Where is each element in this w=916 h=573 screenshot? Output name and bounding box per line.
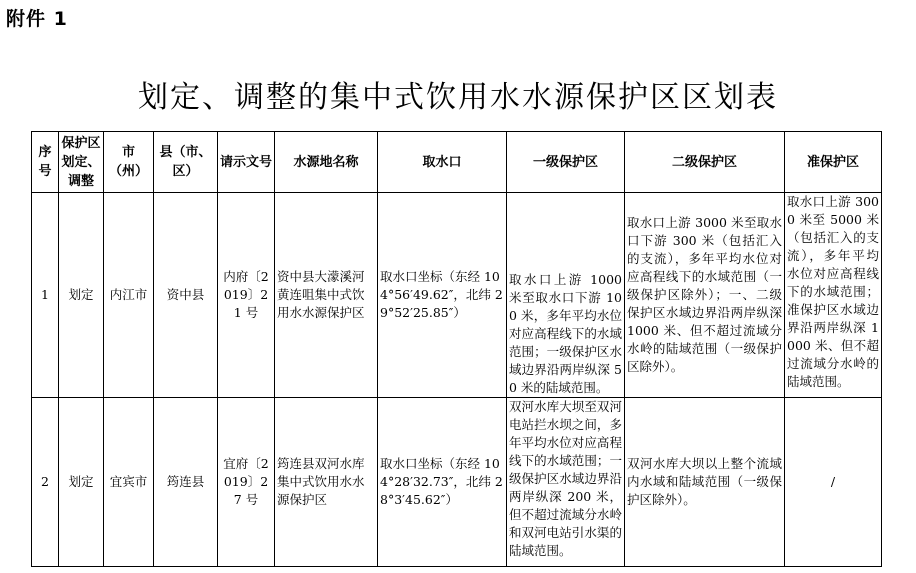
cell-seq: 1 bbox=[32, 193, 59, 398]
cell-zone1: 双河水库大坝至双河电站拦水坝之间，多年平均水位对应高程线下的水域范围；一级保护区水域边界沿两岸纵深 200 米，但不超过流域分水岭和双河电站引水渠的陆域范围。 bbox=[507, 398, 625, 567]
cell-intake: 取水口坐标（东经 104°28′32.73″，北纬 28°3′45.62″） bbox=[378, 398, 507, 567]
cell-quasi: / bbox=[785, 398, 882, 567]
cell-city: 内江市 bbox=[104, 193, 154, 398]
cell-source-name: 筠连县双河水库集中式饮用水水源保护区 bbox=[275, 398, 378, 567]
protection-zone-table bbox=[31, 131, 882, 567]
cell-zone2: 双河水库大坝以上整个流域内水域和陆域范围（一级保护区除外）。 bbox=[625, 398, 785, 567]
cell-city: 宜宾市 bbox=[104, 398, 154, 567]
attachment-label: 附件 1 bbox=[6, 8, 68, 30]
cell-seq: 2 bbox=[32, 398, 59, 567]
header-zone2: 二级保护区 bbox=[625, 132, 785, 193]
cell-doc: 宜府〔2019〕27 号 bbox=[218, 398, 275, 567]
cell-doc: 内府〔2019〕21 号 bbox=[218, 193, 275, 398]
cell-county: 资中县 bbox=[154, 193, 218, 398]
cell-county: 筠连县 bbox=[154, 398, 218, 567]
table-row bbox=[32, 193, 882, 398]
header-doc: 请示文号 bbox=[218, 132, 275, 193]
cell-action: 划定 bbox=[59, 398, 104, 567]
page-title: 划定、调整的集中式饮用水水源保护区区划表 bbox=[138, 80, 778, 115]
header-intake: 取水口 bbox=[378, 132, 507, 193]
cell-source-name: 资中县大濛溪河黄连咀集中式饮用水水源保护区 bbox=[275, 193, 378, 398]
cell-quasi: 取水口上游 3000 米至 5000 米（包括汇入的支流），多年平均水位对应高程线下的水域范围；准保护区水域边界沿两岸纵深 1000 米、但不超过流域分水岭的陆域范围。 bbox=[785, 193, 882, 398]
header-source-name: 水源地名称 bbox=[275, 132, 378, 193]
header-quasi: 准保护区 bbox=[785, 132, 882, 193]
cell-intake: 取水口坐标（东经 104°56′49.62″，北纬 29°52′25.85″） bbox=[378, 193, 507, 398]
header-city: 市（州） bbox=[104, 132, 154, 193]
cell-action: 划定 bbox=[59, 193, 104, 398]
header-seq: 序号 bbox=[32, 132, 59, 193]
header-county: 县（市、区） bbox=[154, 132, 218, 193]
header-action: 保护区划定、调整 bbox=[59, 132, 104, 193]
table-row bbox=[32, 398, 882, 567]
header-zone1: 一级保护区 bbox=[507, 132, 625, 193]
cell-zone2: 取水口上游 3000 米至取水口下游 300 米（包括汇入的支流），多年平均水位对应高程线下的水域范围（一级保护区除外）；一、二级保护区水域边界沿两岸纵深 1000 米、但不超过流域分水岭的陆域范围（一级保护区除外）。 bbox=[625, 193, 785, 398]
cell-zone1: 取水口上游 1000 米至取水口下游 100 米，多年平均水位对应高程线下的水域范围；一级保护区水域边界沿两岸纵深 50 米的陆域范围。 bbox=[507, 193, 625, 398]
header-row bbox=[32, 132, 882, 193]
